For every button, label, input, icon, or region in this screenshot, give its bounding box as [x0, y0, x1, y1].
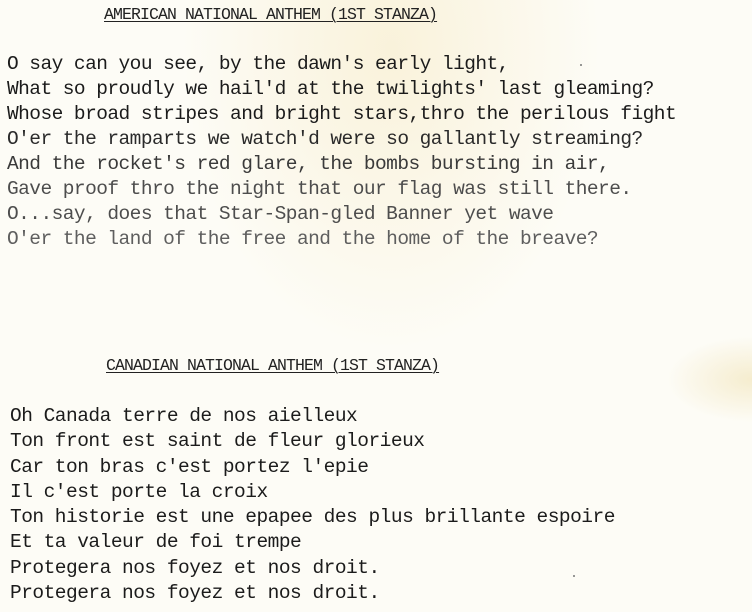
paper-speck — [580, 64, 582, 66]
canadian-anthem-heading: CANADIAN NATIONAL ANTHEM (1ST STANZA) — [106, 356, 440, 375]
american-lyric-line-6: Gave proof thro the night that our flag was still there. — [7, 178, 632, 200]
canadian-lyric-line-5: Ton historie est une epapee des plus brillante espoire — [10, 506, 615, 529]
canadian-lyric-line-4: Il c'est porte la croix — [10, 480, 268, 503]
paper-speck — [573, 575, 575, 577]
canadian-lyric-line-8: Protegera nos foyez et nos droit. — [10, 582, 380, 605]
american-lyric-line-3: Whose broad stripes and bright stars,thro the perilous fight — [7, 103, 677, 125]
american-lyric-line-8: O'er the land of the free and the home of the breave? — [7, 228, 599, 250]
canadian-lyric-line-2: Ton front est saint de fleur glorieux — [10, 430, 425, 453]
canadian-lyric-line-6: Et ta valeur de foi trempe — [10, 531, 302, 554]
american-lyric-line-5: And the rocket's red glare, the bombs bursting in air, — [7, 153, 610, 175]
american-anthem-heading: AMERICAN NATIONAL ANTHEM (1ST STANZA) — [104, 5, 438, 24]
canadian-lyric-line-7: Protegera nos foyez et nos droit. — [10, 556, 380, 579]
american-lyric-line-2: What so proudly we hail'd at the twilights' last gleaming? — [7, 78, 654, 100]
american-lyric-line-7: O...say, does that Star-Span-gled Banner yet wave — [7, 203, 554, 225]
canadian-lyric-line-1: Oh Canada terre de nos aielleux — [10, 405, 358, 427]
canadian-lyric-line-3: Car ton bras c'est portez l'epie — [10, 455, 369, 478]
american-lyric-line-1: O say can you see, by the dawn's early light, — [7, 53, 509, 75]
american-anthem-stanza — [7, 52, 676, 252]
american-lyric-line-4: O'er the ramparts we watch'd were so gallantly streaming? — [7, 128, 643, 150]
canadian-anthem-stanza — [10, 404, 615, 606]
